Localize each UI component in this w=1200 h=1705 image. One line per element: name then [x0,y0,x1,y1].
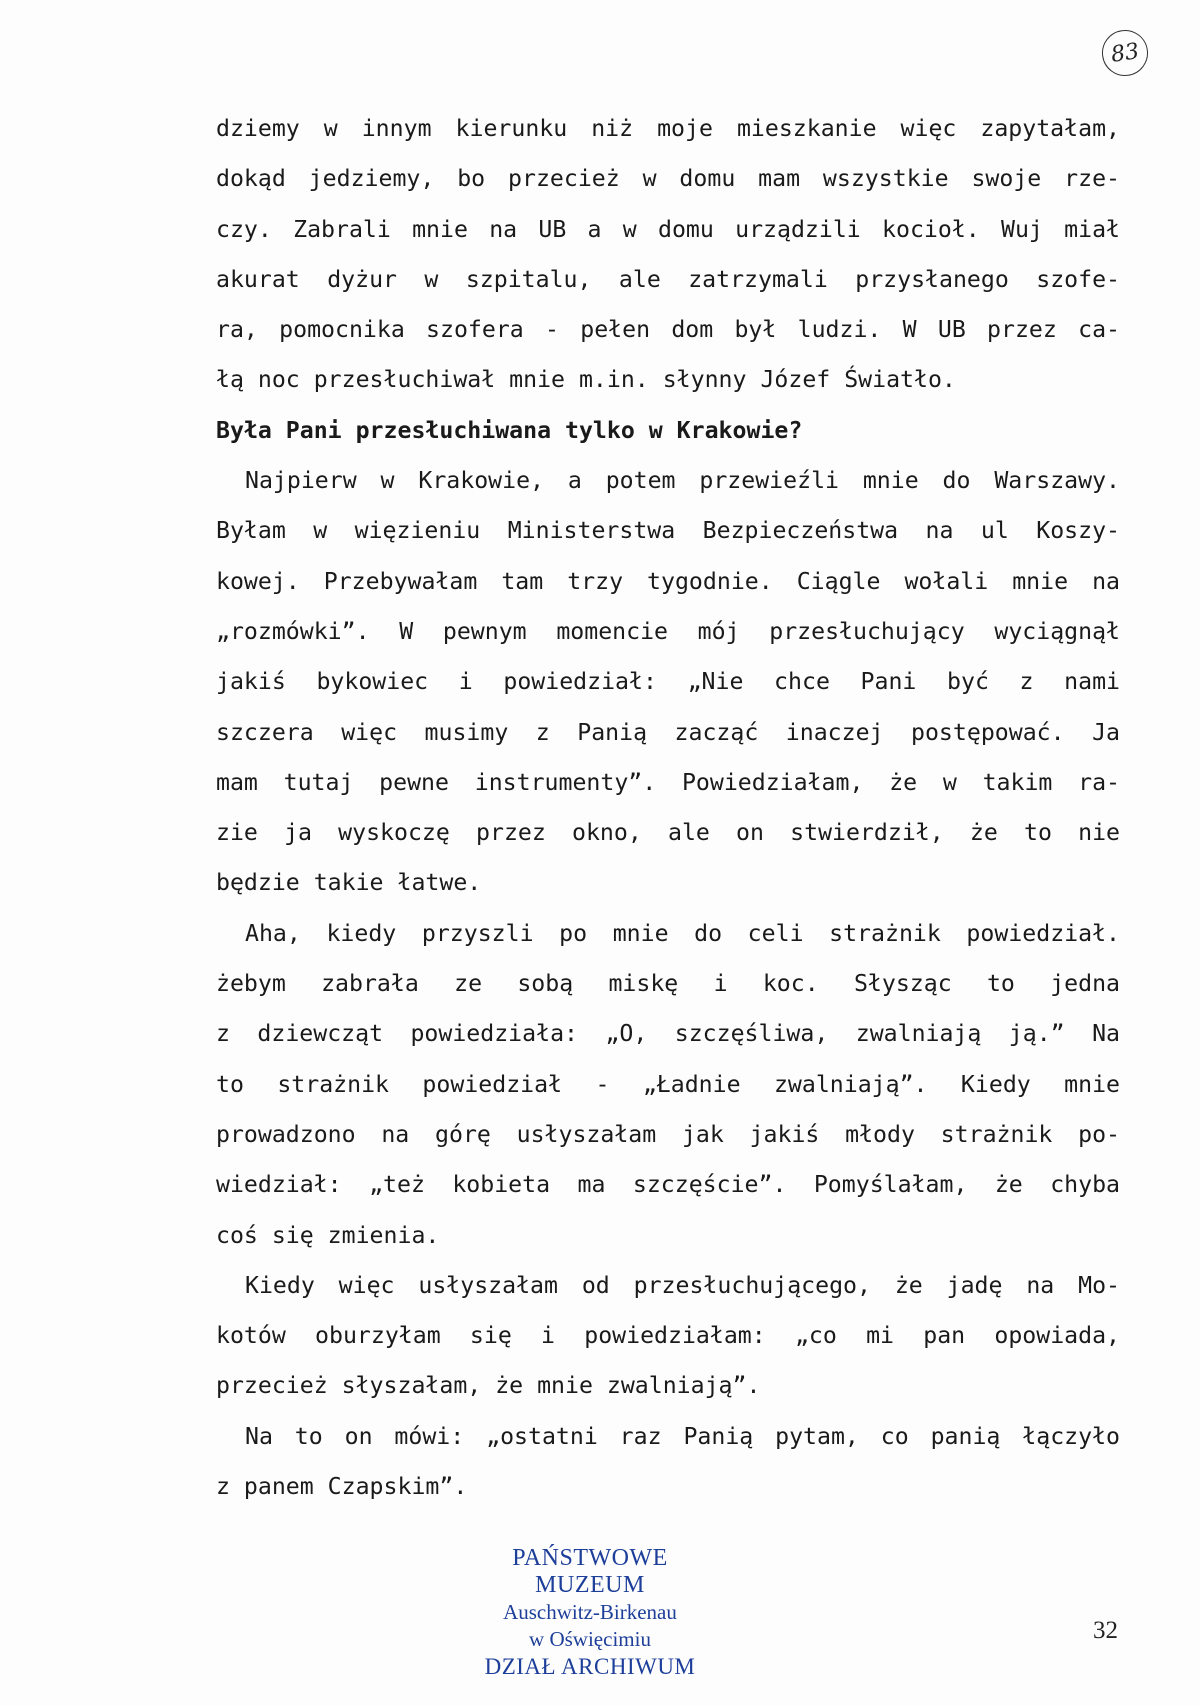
text-line: akurat dyżur w szpitalu, ale zatrzymali przysłanego szofe- [216,265,1120,293]
text-line: „rozmówki”. W pewnym momencie mój przesłuchujący wyciągnął [216,617,1120,645]
text-line: to strażnik powiedział - „Ładnie zwalniają”. Kiedy mnie [216,1070,1120,1098]
text-line: będzie takie łatwe. [216,869,482,897]
text-line: Najpierw w Krakowie, a potem przewieźli mnie do Warszawy. [245,467,1120,495]
body-text [216,104,1120,1512]
text-line: z dziewcząt powiedziała: „O, szczęśliwa, zwalniają ją.” Na [216,1020,1120,1048]
text-line: czy. Zabrali mnie na UB a w domu urządzili kocioł. Wuj miał [216,215,1120,243]
text-line: szczera więc musimy z Panią zacząć inaczej postępować. Ja [216,718,1120,746]
stamp-line: w Oświęcimiu [529,1627,651,1651]
text-line: Byłam w więzieniu Ministerstwa Bezpieczeństwa na ul Koszy- [216,517,1120,545]
stamp-line: Auschwitz-Birkenau [503,1600,677,1624]
text-line: coś się zmienia. [216,1221,440,1249]
text-line: kowej. Przebywałam tam trzy tygodnie. Ciągle wołali mnie na [216,567,1120,595]
text-line: dokąd jedziemy, bo przecież w domu mam wszystkie swoje rze- [216,165,1120,193]
text-line: prowadzono na górę usłyszałam jak jakiś młody strażnik po- [216,1120,1120,1148]
text-line: zie ja wyskoczę przez okno, ale on stwierdził, że to nie [216,819,1120,847]
text-line: mam tutaj pewne instrumenty”. Powiedziałam, że w takim ra- [216,768,1120,796]
text-line: kotów oburzyłam się i powiedziałam: „co mi pan opowiada, [216,1322,1120,1350]
text-line: dziemy w innym kierunku niż moje mieszkanie więc zapytałam, [216,115,1120,142]
text-line: łą noc przesłuchiwał mnie m.in. słynny Józef Światło. [216,366,956,394]
text-line: przecież słyszałam, że mnie zwalniają”. [216,1372,761,1400]
text-line: żebym zabrała ze sobą miskę i koc. Słysząc to jedna [216,970,1120,998]
interview-question: Była Pani przesłuchiwana tylko w Krakowie? [216,416,803,444]
handwritten-page-number: 83 [1099,27,1151,79]
text-line: ra, pomocnika szofera - pełen dom był ludzi. W UB przez ca- [216,316,1120,344]
text-line: jakiś bykowiec i powiedział: „Nie chce Pani być z nami [216,668,1120,696]
archive-stamp [460,1545,720,1680]
stamp-line: DZIAŁ ARCHIWUM [484,1654,696,1679]
text-line: z panem Czapskim”. [216,1473,468,1501]
text-line: Aha, kiedy przyszli po mnie do celi strażnik powiedział. [245,919,1120,947]
page-number: 32 [1093,1617,1118,1644]
stamp-line: PAŃSTWOWE MUZEUM [512,1545,668,1598]
text-line: Kiedy więc usłyszałam od przesłuchującego, że jadę na Mo- [245,1271,1120,1299]
text-line: wiedział: „też kobieta ma szczęście”. Pomyślałam, że chyba [216,1171,1120,1199]
text-line: Na to on mówi: „ostatni raz Panią pytam, co panią łączyło [245,1422,1120,1450]
